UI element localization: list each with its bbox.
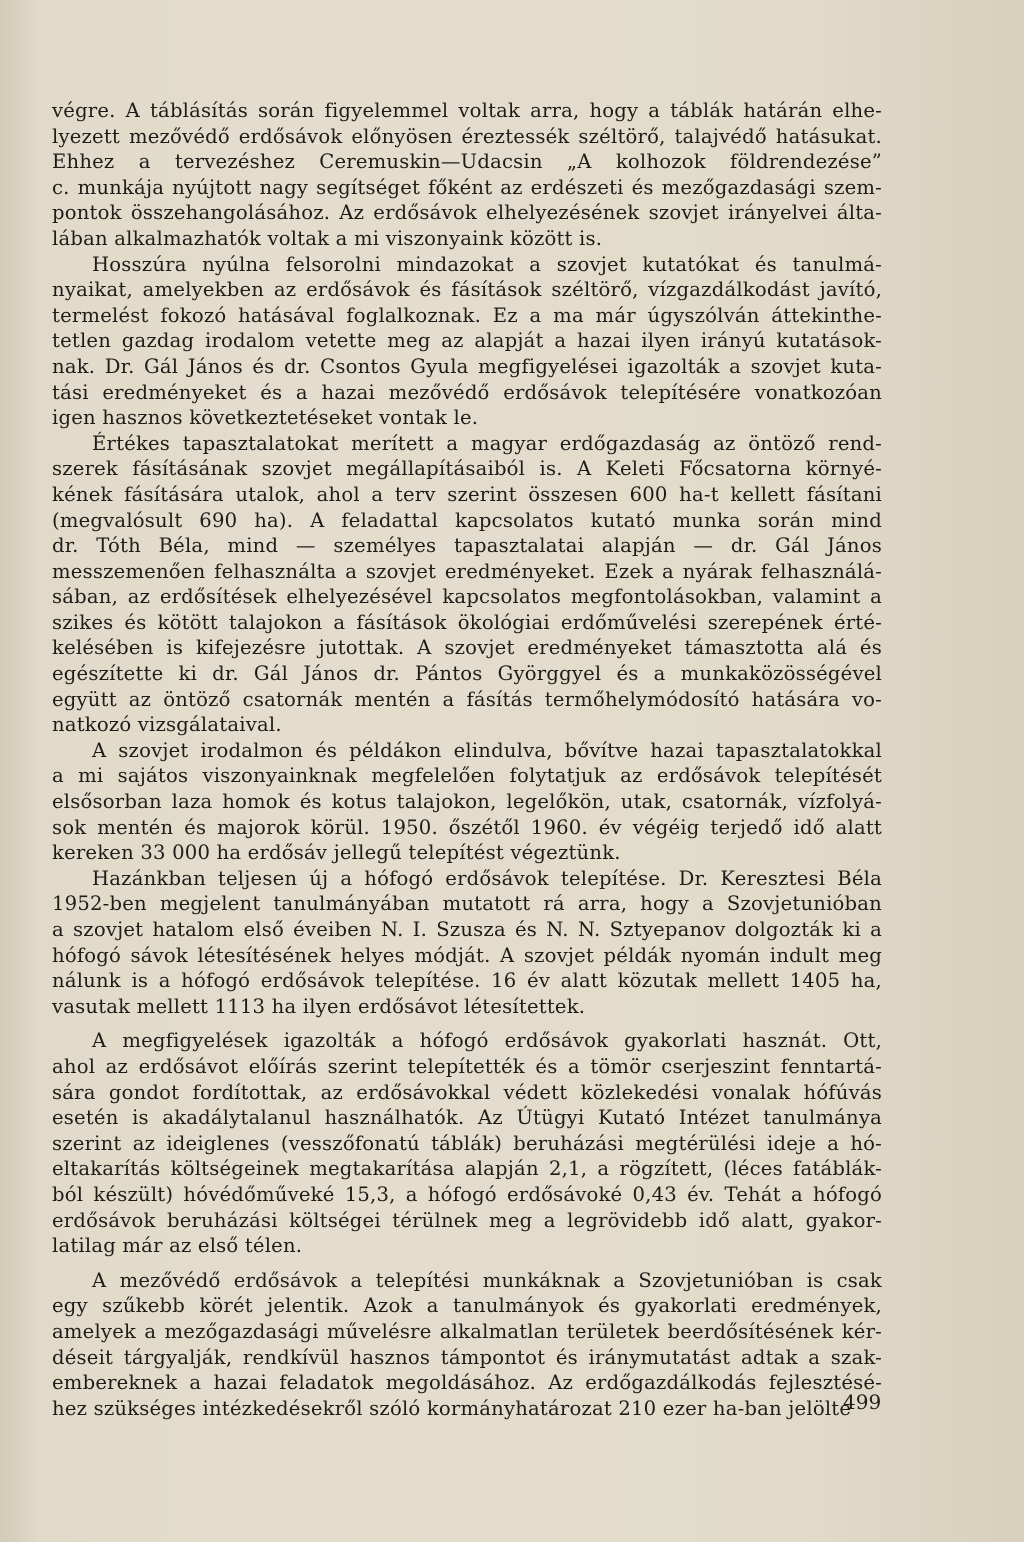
text-line: a mi sajátos viszonyainknak megfelelően folytatjuk az erdősávok telepítését <box>52 764 882 788</box>
page-number: 499 <box>843 1390 882 1414</box>
text-line: erdősávok beruházási költségei térülnek meg a legrövidebb idő alatt, gyakor- <box>52 1208 882 1232</box>
text-line: szerek fásításának szovjet megállapításaiból is. A Keleti Főcsatorna környé- <box>52 457 882 481</box>
text-line: Hazánkban teljesen új a hófogó erdősávok telepítése. Dr. Keresztesi Béla <box>92 866 882 890</box>
text-line: A szovjet irodalmon és példákon elindulva, bővítve hazai tapasztalatokkal <box>92 738 882 762</box>
text-line: kének fásítására utalok, ahol a terv szerint összesen 600 ha-t kellett fásítani <box>52 482 882 506</box>
text-line: a szovjet hatalom első éveiben N. I. Szusza és N. N. Sztyepanov dolgozták ki a <box>52 918 882 941</box>
text-line: nak. Dr. Gál János és dr. Csontos Gyula megfigyelései igazolták a szovjet kuta- <box>52 354 882 378</box>
text-line: ahol az erdősávot előírás szerint telepítették és a tömör cserjeszint fenntartá- <box>52 1054 882 1078</box>
paragraph-gap <box>52 1019 882 1028</box>
text-line: hófogó sávok létesítésének helyes módját. A szovjet példák nyomán indult meg <box>52 943 882 967</box>
paragraph <box>52 1028 882 1258</box>
text-line: embereknek a hazai feladatok megoldásához. Az erdőgazdálkodás fejlesztésé- <box>52 1371 882 1395</box>
text-line: tási eredményeket és a hazai mezővédő erdősávok telepítésére vonatkozóan <box>52 380 882 404</box>
text-line: sában, az erdősítések elhelyezésével kapcsolatos megfontolásokban, valamint a <box>52 585 882 609</box>
paragraph <box>52 738 882 866</box>
text-line: egészítette ki dr. Gál János dr. Pántos Györggyel és a munkaközösségével <box>52 662 882 686</box>
text-line: Hosszúra nyúlna felsorolni mindazokat a szovjet kutatókat és tanulmá- <box>92 252 882 276</box>
text-line: szikes és kötött talajokon a fásítások ökológiai erdőművelési szerepének érté- <box>52 610 882 634</box>
text-line: sok mentén és majorok körül. 1950. őszétől 1960. év végéig terjedő idő alatt <box>52 815 882 839</box>
text-line: esetén is akadálytalanul használhatók. Az Útügyi Kutató Intézet tanulmánya <box>52 1106 882 1130</box>
paragraph <box>52 431 882 738</box>
text-line: vasutak mellett 1113 ha ilyen erdősávot létesítettek. <box>52 994 586 1018</box>
text-line: lyezett mezővédő erdősávok előnyösen éreztessék széltörő, talajvédő hatásukat. <box>52 124 882 148</box>
text-line: pontok összehangolásához. Az erdősávok elhelyezésének szovjet irányelvei álta- <box>52 201 882 225</box>
text-line: szerint az ideiglenes (vesszőfonatú táblák) beruházási megtérülési ideje a hó- <box>52 1131 882 1155</box>
paragraph-gap <box>52 1259 882 1268</box>
text-line: messzemenően felhasználta a szovjet eredményeket. Ezek a nyárak felhasználá- <box>52 559 882 583</box>
text-line: déseit tárgyalják, rendkívül hasznos támpontot és iránymutatást adtak a szak- <box>52 1345 882 1369</box>
text-line: A megfigyelések igazolták a hófogó erdősávok gyakorlati hasznát. Ott, <box>92 1029 882 1053</box>
text-line: kelésében is kifejezésre jutottak. A szovjet eredményeket támasztotta alá és <box>52 636 882 660</box>
paragraph <box>52 252 882 431</box>
text-line: igen hasznos következtetéseket vontak le. <box>52 406 479 430</box>
text-line: nyaikat, amelyekben az erdősávok és fásítások széltörő, vízgazdálkodást javító, <box>52 278 882 302</box>
text-line: tetlen gazdag irodalom vetette meg az alapját a hazai ilyen irányú kutatások- <box>52 329 882 353</box>
text-line: végre. A táblásítás során figyelemmel voltak arra, hogy a táblák határán elhe- <box>52 99 882 122</box>
text-line: együtt az öntöző csatornák mentén a fásítás termőhelymódosító hatására vo- <box>52 687 882 711</box>
text-line: amelyek a mezőgazdasági művelésre alkalmatlan területek beerdősítésének kér- <box>52 1319 882 1343</box>
text-line: 1952-ben megjelent tanulmányában mutatott rá arra, hogy a Szovjetunióban <box>52 892 882 916</box>
text-line: lában alkalmazhatók voltak a mi viszonyaink között is. <box>52 226 603 250</box>
paragraph <box>52 98 882 252</box>
text-line: (megvalósult 690 ha). A feladattal kapcsolatos kutató munka során mind <box>52 508 882 532</box>
text-line: kereken 33 000 ha erdősáv jellegű telepítést végeztünk. <box>52 841 621 865</box>
text-line: A mezővédő erdősávok a telepítési munkáknak a Szovjetunióban is csak <box>92 1268 882 1292</box>
text-line: latilag már az első télen. <box>52 1234 303 1258</box>
text-line: dr. Tóth Béla, mind — személyes tapasztalatai alapján — dr. Gál János <box>52 534 882 558</box>
text-line: eltakarítás költségeinek megtakarítása alapján 2,1, a rögzített, (léces fatáblák- <box>52 1157 882 1181</box>
text-line: egy szűkebb körét jelentik. Azok a tanulmányok és gyakorlati eredmények, <box>52 1294 882 1318</box>
text-line: hez szükséges intézkedésekről szóló kormányhatározat 210 ezer ha-ban jelölte <box>52 1396 852 1420</box>
paragraph <box>52 1268 882 1422</box>
text-line: natkozó vizsgálataival. <box>52 713 282 737</box>
text-line: Értékes tapasztalatokat merített a magyar erdőgazdaság az öntöző rend- <box>92 431 882 455</box>
text-line: ból készült) hóvédőműveké 15,3, a hófogó erdősávoké 0,43 év. Tehát a hófogó <box>52 1182 882 1206</box>
paragraph <box>52 866 882 1020</box>
body-text <box>52 98 882 1421</box>
text-line: sára gondot fordítottak, az erdősávokkal védett közlekedési vonalak hófúvás <box>52 1080 882 1104</box>
text-line: elsősorban laza homok és kotus talajokon, legelőkön, utak, csatornák, vízfolyá- <box>52 790 882 814</box>
text-line: c. munkája nyújtott nagy segítséget főként az erdészeti és mezőgazdasági szem- <box>52 175 882 199</box>
text-line: Ehhez a tervezéshez Ceremuskin—Udacsin „A kolhozok földrendezése” <box>52 150 882 174</box>
text-line: nálunk is a hófogó erdősávok telepítése. 16 év alatt közutak mellett 1405 ha, <box>52 969 882 993</box>
text-line: termelést fokozó hatásával foglalkoznak. Ez a ma már úgyszólván áttekinthe- <box>52 303 882 327</box>
